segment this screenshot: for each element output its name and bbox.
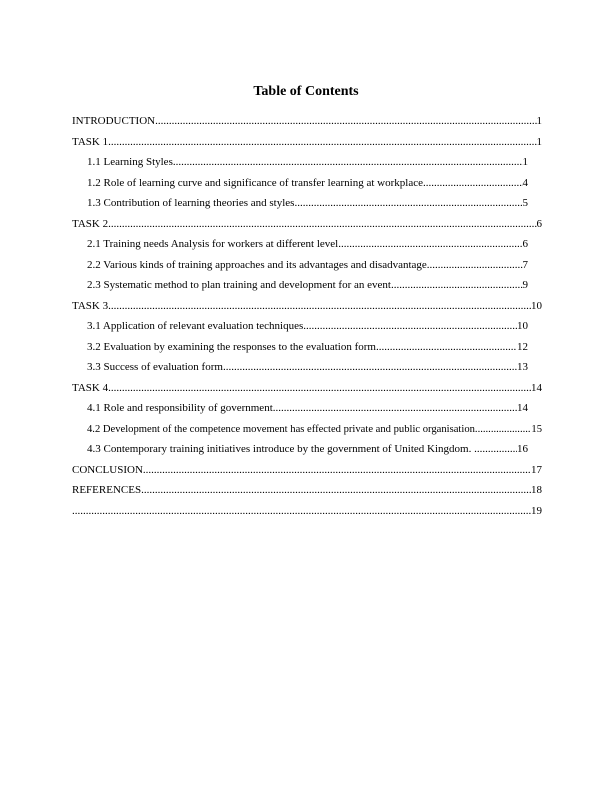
dot-leader [475, 423, 531, 436]
toc-entry-text: TASK 4 [72, 382, 109, 394]
toc-entry-text: 3.3 Success of evaluation form [87, 361, 223, 373]
toc-entry-page: 19 [531, 505, 542, 517]
toc-entry-task-2[interactable] [72, 218, 542, 231]
toc-entry-page: 7 [522, 259, 528, 271]
dot-leader [294, 197, 522, 210]
toc-entry-1-2[interactable] [87, 177, 528, 190]
toc-entry-1-1[interactable] [87, 156, 528, 169]
toc-entry-page: 6 [536, 218, 542, 230]
toc-entry-text: 4.3 Contemporary training initiatives introduce by the government of United Kingdom. . [87, 443, 477, 455]
toc-entry-conclusion[interactable] [72, 464, 542, 477]
toc-entry-page: 9 [522, 279, 528, 291]
toc-entry-text: 2.3 Systematic method to plan training and development for an event [87, 279, 391, 291]
toc-entry-4-2[interactable] [87, 423, 542, 436]
dot-leader [303, 320, 517, 333]
dot-leader [143, 464, 531, 477]
dot-leader [108, 218, 536, 231]
toc-entry-2-2[interactable] [87, 259, 528, 272]
toc-entry-3-3[interactable] [87, 361, 528, 374]
toc-entry-text: 2.2 Various kinds of training approaches and its advantages and disadvantage [87, 259, 427, 271]
toc-entry-page: 13 [517, 361, 528, 373]
dot-leader [391, 279, 523, 292]
toc-entry-page: 10 [531, 300, 542, 312]
toc-entry-page: 1 [522, 156, 528, 168]
toc-entry-2-3[interactable] [87, 279, 528, 292]
toc-entry-text: TASK 3 [72, 300, 109, 312]
toc-entry-text: 2.1 Training needs Analysis for workers at different level [87, 238, 339, 250]
dot-leader [72, 505, 531, 518]
dot-leader [108, 300, 531, 313]
toc-entry-text: 1.3 Contribution of learning theories and styles [87, 197, 295, 209]
toc-entry-page: 1 [536, 136, 542, 148]
toc-entry-text: 4.1 Role and responsibility of government [87, 402, 273, 414]
toc-entry-task-3[interactable] [72, 300, 542, 313]
toc-entry-page: 16 [517, 443, 528, 455]
dot-leader [273, 402, 517, 415]
dot-leader [223, 361, 517, 374]
toc-entry-text: CONCLUSION [72, 464, 143, 476]
toc-entry-task-1[interactable] [72, 136, 542, 149]
toc-entry-introduction[interactable] [72, 115, 542, 128]
toc-entry-page: 17 [531, 464, 542, 476]
toc-entry-page: 14 [531, 382, 542, 394]
toc-entry-text: TASK 2 [72, 218, 109, 230]
toc-title: Table of Contents [253, 84, 359, 99]
toc-entry-text: 4.2 Development of the competence movement has effected private and public organisation [87, 424, 475, 435]
toc-entry-page: 18 [531, 484, 542, 496]
toc-entry-page: 4 [522, 177, 528, 189]
toc-entry-text: 1.2 Role of learning curve and significance of transfer learning at workplace [87, 177, 423, 189]
toc-entry-page: 1 [536, 115, 542, 127]
toc-entry-page: 14 [517, 402, 528, 414]
toc-entry-3-2[interactable] [87, 341, 528, 354]
toc-entry-task-4[interactable] [72, 382, 542, 395]
dot-leader [141, 484, 531, 497]
toc-entry-page: 15 [531, 424, 542, 435]
dot-leader [376, 341, 517, 354]
dot-leader [155, 115, 536, 128]
toc-entry-text: REFERENCES [72, 484, 142, 496]
dot-leader [427, 259, 523, 272]
dot-leader [338, 238, 522, 251]
toc-entry-2-1[interactable] [87, 238, 528, 251]
dot-leader [477, 443, 517, 456]
toc-entry-text: 3.1 Application of relevant evaluation techniques [87, 320, 304, 332]
toc-entry-text: TASK 1 [72, 136, 109, 148]
toc-entry-page: 12 [517, 341, 528, 353]
toc-entry-1-3[interactable] [87, 197, 528, 210]
toc-entry-4-1[interactable] [87, 402, 528, 415]
toc-entry-4-3[interactable] [87, 443, 528, 456]
toc-entry-page: 10 [517, 320, 528, 332]
toc-entry-references[interactable] [72, 484, 542, 497]
dot-leader [108, 382, 531, 395]
dot-leader [423, 177, 523, 190]
dot-leader [108, 136, 536, 149]
dot-leader [173, 156, 523, 169]
toc-entry-page: 5 [522, 197, 528, 209]
toc-entry-page: 6 [522, 238, 528, 250]
toc-entry-text: INTRODUCTION [72, 115, 156, 127]
toc-entry-3-1[interactable] [87, 320, 528, 333]
toc-entry-text: 1.1 Learning Styles [87, 156, 173, 168]
toc-entry-untitled[interactable] [72, 505, 542, 518]
toc-entry-text: 3.2 Evaluation by examining the responses to the evaluation form [87, 341, 376, 353]
